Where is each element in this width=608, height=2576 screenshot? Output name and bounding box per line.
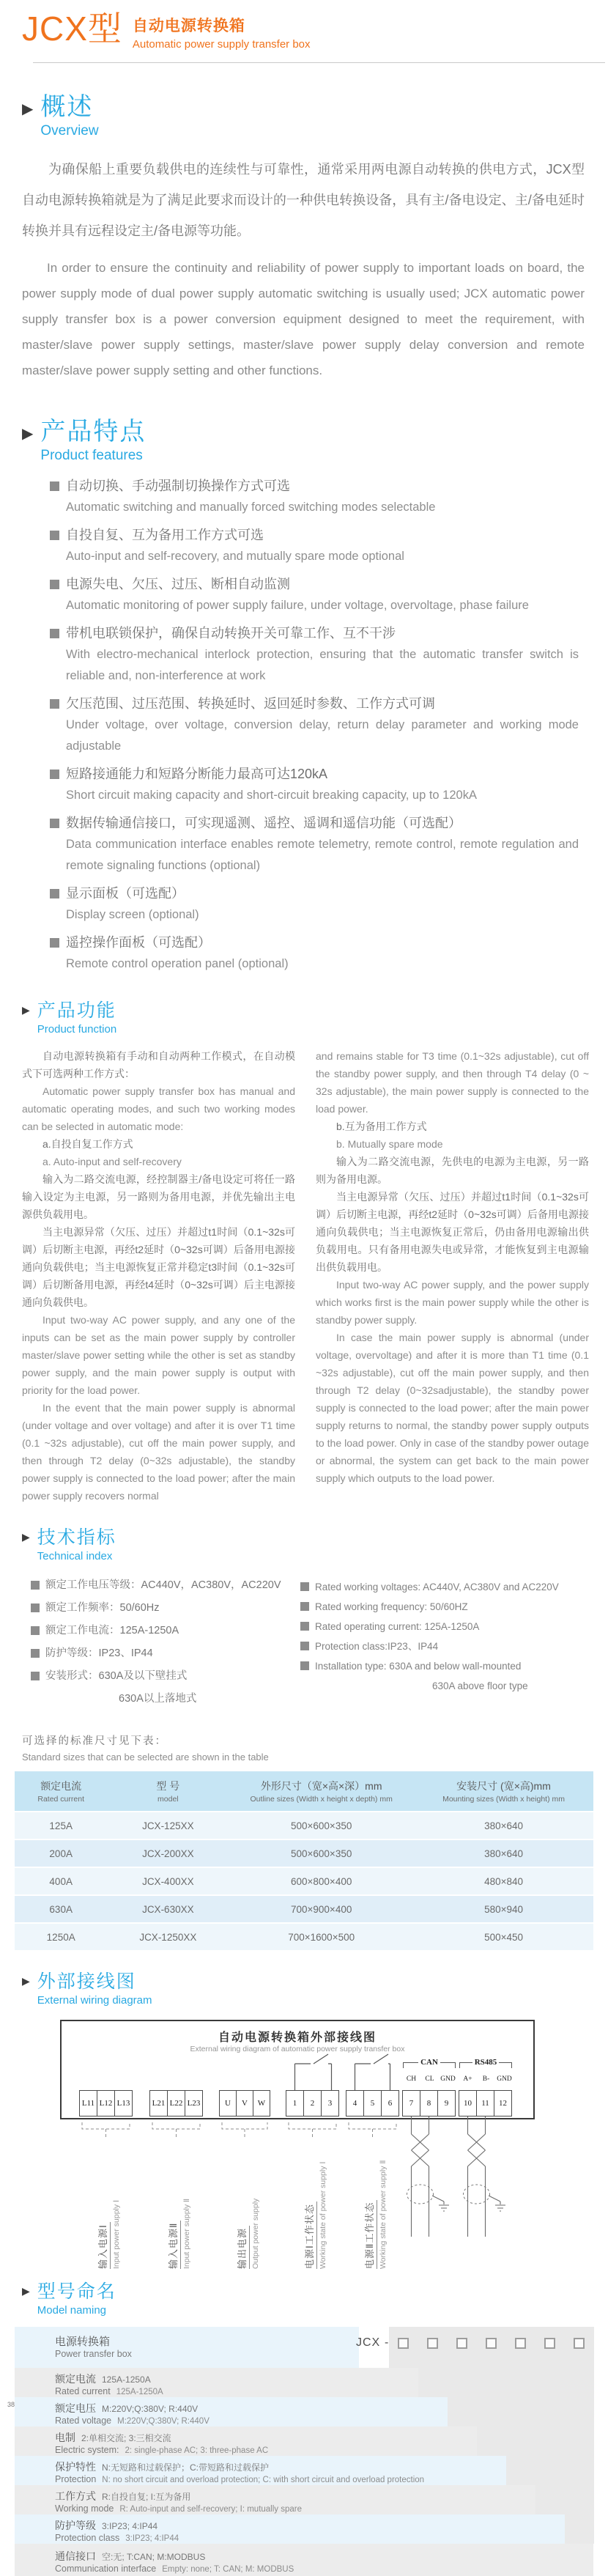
wire-label-cn: 电源Ⅱ工作状态 xyxy=(362,2200,377,2269)
square-bullet-icon xyxy=(50,699,59,709)
wiring-title-cn: 外部接线图 xyxy=(37,1971,136,1992)
section-overview-heading xyxy=(22,92,608,139)
naming-cn-label: 电源转换箱 xyxy=(55,2336,111,2348)
cell: 630A xyxy=(15,1895,107,1923)
header-en: model xyxy=(157,1795,179,1804)
naming-row-protection xyxy=(15,2456,506,2485)
header-titles xyxy=(133,12,311,51)
square-bullet-icon xyxy=(300,1661,309,1670)
function-paragraph: Input two-way AC power supply, and any one of the inputs can be set as the main power supply by controller master/slave power setting while the other is set as standby power supply, and the main power supply is output with priority for the load power. xyxy=(22,1314,295,1396)
feature-cn: 欠压范围、过压范围、转换延时、返回延时参数、工作方式可调 xyxy=(66,696,435,711)
function-paragraph: 输入为二路交流电源，经控制器主/备电设定可将任一路输入设定为主电源，另一路则为备用电源，并优先输出主电源供负载用电。 xyxy=(22,1173,295,1220)
naming-row-current xyxy=(15,2368,418,2397)
function-paragraph: In case the main power supply is abnormal (under voltage, overvoltage) and after it is more than T1 time (0.1 ~32s adjustable), cut off the main power supply, and then through T2 delay (0~32sadjustable), the standby power supply is connected to the load power; after the main power supply returns to normal, the standby power supply outputs to the load power. Only in case of the standby power outage or abnormal, the system can get back to the main power supply which outputs to the load power. xyxy=(316,1332,589,1484)
model-code-dash: - xyxy=(385,2336,389,2349)
model-code-box xyxy=(398,2338,409,2349)
naming-title-cn: 型号命名 xyxy=(37,2281,116,2302)
wire-label-en: Input power supply Ⅰ xyxy=(112,2199,121,2269)
header-en: Outline sizes (Width x height x depth) mm xyxy=(250,1795,393,1804)
naming-en-label: Protection xyxy=(55,2474,97,2484)
wire-label-en: Output power supply xyxy=(251,2198,260,2269)
feature-item xyxy=(50,693,579,757)
terminal: L21 xyxy=(149,2090,168,2116)
terminal: L13 xyxy=(114,2090,133,2116)
terminal: 5 xyxy=(363,2090,382,2116)
tech-item-cn: 防护等级：IP23、IP44 xyxy=(45,1647,153,1659)
terminal: L11 xyxy=(79,2090,97,2116)
section-features-heading xyxy=(22,417,608,464)
tech-item-en: Rated working voltages: AC440V, AC380V and AC220V xyxy=(315,1582,559,1593)
naming-cn-desc: R:自投自复; I:互为备用 xyxy=(102,2492,191,2502)
feature-en: With electro-mechanical interlock protection, ensuring that the automatic transfer switch is reliable and, non-interference at work xyxy=(66,648,579,682)
model-code-box xyxy=(515,2338,526,2349)
naming-row-comm xyxy=(15,2544,593,2576)
model-code-box xyxy=(574,2338,585,2349)
feature-cn: 自投自复、互为备用工作方式可选 xyxy=(66,528,264,542)
naming-cn-label: 通信接口 xyxy=(55,2550,96,2562)
square-bullet-icon xyxy=(300,1642,309,1650)
overview-paragraph-cn: 为确保船上重要负载供电的连续性与可靠性，通常采用两电源自动转换的供电方式，JCX型自动电源转换箱就是为了满足此要求而设计的一种供电转换设备，具有主/备电设定、主/备电延时转换并具有远程设定主/备电源等功能。 xyxy=(22,162,585,238)
wiring-diagram xyxy=(60,2020,535,2276)
naming-cn-desc: M:220V;Q:380V; R:440V xyxy=(102,2404,199,2414)
naming-en-label: Power transfer box xyxy=(55,2349,132,2359)
bracket-right-icon xyxy=(440,2062,456,2068)
section-marker-icon: ▶ xyxy=(22,1004,30,1016)
pin-label: CH xyxy=(406,2075,417,2083)
terminal-group-input2 xyxy=(149,2090,203,2116)
terminal: W xyxy=(253,2090,270,2116)
function-columns xyxy=(22,1047,589,1505)
table-header-row xyxy=(15,1771,593,1812)
cell: 500×450 xyxy=(414,1923,593,1951)
feature-cn: 短路接通能力和短路分断能力最高可达120kA xyxy=(66,767,328,781)
function-paragraph: Automatic power supply transfer box has manual and automatic operating modes, and such two working modes can be selected in automatic mode: xyxy=(22,1085,295,1132)
rs485-bus-bracket xyxy=(459,2058,512,2068)
features-title-en: Product features xyxy=(40,448,143,463)
feature-cn: 数据传输通信接口，可实现遥测、遥控、遥调和遥信功能（可选配） xyxy=(66,816,461,830)
section-wiring-heading xyxy=(22,1971,608,2007)
overview-title-en: Overview xyxy=(40,123,99,139)
square-bullet-icon xyxy=(300,1602,309,1611)
header-cn: 外形尺寸（宽×高×深）mm xyxy=(260,1780,382,1792)
feature-en: Remote control operation panel (optional) xyxy=(66,957,289,970)
square-bullet-icon xyxy=(31,1672,40,1680)
diagram-title-en: External wiring diagram of automatic power supply transfer box xyxy=(190,2045,405,2053)
page-header xyxy=(0,0,608,51)
function-title-en: Product function xyxy=(37,1023,117,1036)
tech-item-en: Protection class:IP23、IP44 xyxy=(315,1641,439,1652)
naming-en-desc: 3:IP23; 4:IP44 xyxy=(125,2534,179,2543)
cell: JCX-400XX xyxy=(107,1867,229,1895)
rs485-bus-label: RS485 xyxy=(474,2058,497,2067)
table-row xyxy=(15,1839,593,1867)
square-bullet-icon xyxy=(300,1582,309,1591)
header-divider xyxy=(33,62,605,63)
square-bullet-icon xyxy=(50,770,59,779)
feature-en: Display screen (optional) xyxy=(66,908,199,921)
feature-en: Auto-input and self-recovery, and mutually spare mode optional xyxy=(66,550,404,563)
feature-item xyxy=(50,764,579,806)
cell: 380×640 xyxy=(414,1839,593,1867)
terminal: L22 xyxy=(167,2090,185,2116)
terminal-group-state2 xyxy=(346,2090,399,2116)
terminal-group-output xyxy=(219,2090,270,2116)
function-paragraph: 自动电源转换箱有手动和自动两种工作模式，在自动模式下可选两种工作方式： xyxy=(22,1050,295,1080)
cell: 500×600×350 xyxy=(229,1839,414,1867)
header-cn: 额定电流 xyxy=(40,1780,82,1792)
naming-en-desc: M:220V;Q:380V; R:440V xyxy=(117,2417,210,2426)
function-right-column xyxy=(316,1047,589,1505)
bracket-left-icon xyxy=(403,2062,418,2068)
header-en: Mounting sizes (Width x height) mm xyxy=(442,1795,565,1804)
cell: 500×600×350 xyxy=(229,1812,414,1839)
square-bullet-icon xyxy=(31,1581,40,1590)
naming-cn-label: 工作方式 xyxy=(55,2490,96,2502)
wire-label-cn: 电源Ⅰ工作状态 xyxy=(302,2202,317,2269)
table-row xyxy=(15,1867,593,1895)
features-list xyxy=(50,476,579,975)
feature-item xyxy=(50,813,579,876)
square-bullet-icon xyxy=(50,531,59,540)
function-paragraph: 当主电源异常（欠压、过压）并超过t1时间（0.1~32s可调）后切断主电源，再经t2延时（0~32s可调）后备用电源接通向负载供电；当主电源恢复正常后，仍由备用电源输出供负载用电。只有备用电源失电或异常，才能恢复到主电源输出供负载用电。 xyxy=(316,1191,589,1273)
model-code-prefix: JCX xyxy=(356,2336,381,2349)
naming-cn-label: 额定电压 xyxy=(55,2402,96,2414)
naming-en-label: Communication interface xyxy=(55,2564,157,2574)
naming-row-product xyxy=(15,2327,359,2368)
naming-en-desc: 125A-1250A xyxy=(116,2388,163,2396)
col-mounting-sizes xyxy=(414,1771,593,1812)
can-bus-label: CAN xyxy=(420,2058,438,2067)
section-marker-icon: ▶ xyxy=(22,1531,30,1543)
terminal-group-state1 xyxy=(286,2090,339,2116)
section-marker-icon: ▶ xyxy=(22,1975,30,1987)
square-bullet-icon xyxy=(300,1622,309,1631)
naming-en-label: Protection class xyxy=(55,2533,120,2543)
code-column-strip xyxy=(535,2327,565,2514)
cell: 1250A xyxy=(15,1923,107,1951)
naming-cn-label: 防护等级 xyxy=(55,2520,96,2531)
square-bullet-icon xyxy=(31,1626,40,1635)
section-technical-heading xyxy=(22,1527,608,1562)
terminal: 11 xyxy=(476,2090,494,2116)
tech-item-cn-extra: 630A以上落地式 xyxy=(119,1693,197,1705)
pin-label: A+ xyxy=(463,2075,472,2083)
terminal: 7 xyxy=(402,2090,420,2116)
square-bullet-icon xyxy=(31,1649,40,1658)
col-model xyxy=(107,1771,229,1812)
cell: JCX-200XX xyxy=(107,1839,229,1867)
function-paragraph: b. Mutually spare mode xyxy=(336,1138,443,1150)
header-cn: 安装尺寸 (宽×高)mm xyxy=(456,1780,551,1792)
feature-en: Short circuit making capacity and short-circuit breaking capacity, up to 120kA xyxy=(66,789,477,802)
function-paragraph: 输入为二路交流电源，先供电的电源为主电源，另一路则为备用电源。 xyxy=(316,1156,589,1185)
terminal-group-input1 xyxy=(79,2090,133,2116)
sizes-note-cn: 可选择的标准尺寸见下表： xyxy=(22,1735,167,1747)
table-row xyxy=(15,1923,593,1951)
tech-item-en: Rated working frequency: 50/60HZ xyxy=(315,1601,468,1612)
tech-item-cn: 额定工作电流：125A-1250A xyxy=(45,1625,179,1636)
feature-item xyxy=(50,883,579,926)
naming-cn-label: 电制 xyxy=(55,2432,75,2443)
naming-en-label: Rated current xyxy=(55,2386,111,2396)
naming-en-label: Rated voltage xyxy=(55,2416,112,2426)
square-bullet-icon xyxy=(50,481,59,491)
standard-sizes-table xyxy=(15,1771,593,1952)
page-number: 38 xyxy=(7,2401,15,2408)
cell: 700×900×400 xyxy=(229,1895,414,1923)
technical-title-en: Technical index xyxy=(37,1550,113,1562)
wire-label-cn: 输入电源Ⅱ xyxy=(166,2221,181,2269)
product-model: JCX型 xyxy=(22,10,122,48)
model-code-box xyxy=(544,2338,555,2349)
feature-item xyxy=(50,574,579,616)
wire-label-en: Working state of power supply Ⅰ xyxy=(319,2161,327,2269)
section-marker-icon: ▶ xyxy=(22,426,34,442)
overview-paragraph-en: In order to ensure the continuity and reliability of power supply to important loads on board, the power supply mode of dual power supply automatic switching is usually used; JCX automatic power supply transfer box is a power conversion equipment designed to meet the requirement, with master/slave power supply settings, master/slave power supply delay conversion and remote master/slave power supply setting and other functions. xyxy=(22,261,585,377)
feature-cn: 电源失电、欠压、过压、断相自动监测 xyxy=(66,577,290,591)
naming-title-en: Model naming xyxy=(37,2304,106,2317)
function-paragraph: Input two-way AC power supply, and the power supply which works first is the main power supply while the other is standby power supply. xyxy=(316,1279,589,1326)
cell: 480×840 xyxy=(414,1867,593,1895)
feature-item xyxy=(50,932,579,975)
section-function-heading xyxy=(22,1000,608,1036)
terminal: 10 xyxy=(459,2090,477,2116)
square-bullet-icon xyxy=(50,938,59,948)
header-en: Rated current xyxy=(37,1795,84,1804)
code-column-strip xyxy=(565,2327,594,2544)
wire-label-en: Input power supply Ⅱ xyxy=(182,2198,191,2269)
feature-item xyxy=(50,476,579,518)
naming-row-workmode xyxy=(15,2485,535,2514)
cell: 125A xyxy=(15,1812,107,1839)
section-marker-icon: ▶ xyxy=(22,101,34,117)
cell: JCX-125XX xyxy=(107,1812,229,1839)
terminal: L23 xyxy=(185,2090,203,2116)
terminal-group-rs485 xyxy=(459,2090,512,2116)
terminal: 4 xyxy=(346,2090,364,2116)
function-paragraph: 当主电源异常（欠压、过压）并超过t1时间（0.1~32s可调）后切断主电源，再经t2延时（0~32s可调）后备用电源接通向负载供电；当主电源恢复正常并稳定t3时间（0.1~32s可调）后切断备用电源，再经t4延时（0~32s可调）后主电源接通向负载供电。 xyxy=(22,1226,295,1308)
code-column-strip xyxy=(506,2327,535,2485)
terminal: U xyxy=(219,2090,237,2116)
feature-en: Under voltage, over voltage, conversion delay, return delay parameter and working mode adjustable xyxy=(66,718,579,753)
naming-en-desc: 2: single-phase AC; 3: three-phase AC xyxy=(125,2446,269,2455)
function-paragraph: a.自投自复工作方式 xyxy=(42,1138,133,1150)
terminal: 2 xyxy=(303,2090,322,2116)
naming-row-voltage xyxy=(15,2397,448,2426)
terminal: L12 xyxy=(97,2090,115,2116)
terminal: V xyxy=(236,2090,253,2116)
tech-item-en-extra: 630A above floor type xyxy=(432,1680,528,1691)
can-bus-bracket xyxy=(403,2058,456,2068)
naming-cn-desc: 3:IP23; 4:IP44 xyxy=(102,2521,158,2531)
naming-cn-label: 保护特性 xyxy=(55,2461,96,2473)
naming-en-desc: R: Auto-input and self-recovery; I: mutually spare xyxy=(119,2505,303,2514)
terminal: 3 xyxy=(321,2090,339,2116)
bracket-right-icon xyxy=(499,2062,512,2068)
terminal: 6 xyxy=(381,2090,399,2116)
cell: JCX-1250XX xyxy=(107,1923,229,1951)
pin-label: GND xyxy=(497,2075,512,2083)
naming-en-label: Working mode xyxy=(55,2503,114,2514)
table-row xyxy=(15,1895,593,1923)
table-row xyxy=(15,1812,593,1839)
naming-en-desc: N: no short circuit and overload protection; C: with short circuit and overload protection xyxy=(102,2476,425,2484)
terminal: 8 xyxy=(420,2090,438,2116)
bracket-left-icon xyxy=(459,2062,472,2068)
feature-cn: 自动切换、手动强制切换操作方式可选 xyxy=(66,479,290,493)
can-pin-labels xyxy=(402,2075,456,2083)
feature-cn: 显示面板（可选配） xyxy=(66,886,185,901)
model-code-box xyxy=(427,2338,438,2349)
cell: 600×800×400 xyxy=(229,1867,414,1895)
wire-label-cn: 输入电源Ⅰ xyxy=(95,2222,111,2269)
square-bullet-icon xyxy=(50,580,59,589)
tech-item-cn: 额定工作频率：50/60Hz xyxy=(45,1602,160,1614)
naming-cn-desc: 2:单相交流; 3:三相交流 xyxy=(81,2433,171,2443)
cell: 200A xyxy=(15,1839,107,1867)
naming-en-desc: Empty: none; T: CAN; M: MODBUS xyxy=(162,2565,294,2574)
feature-item xyxy=(50,623,579,687)
function-title-cn: 产品功能 xyxy=(37,1000,116,1021)
function-paragraph: In the event that the main power supply is abnormal (under voltage and over voltage) and after it is over T1 time (0.1 ~32s adjustable), cut off the main power supply, and then through T2 delay (0~32s adjustable), the standby power supply is connected to the load power; after the main power supply recovers normal xyxy=(22,1402,295,1502)
sizes-note-en: Standard sizes that can be selected are shown in the table xyxy=(22,1752,269,1763)
naming-en-label: Electric system: xyxy=(55,2445,119,2455)
cell: 580×940 xyxy=(414,1895,593,1923)
cell: 700×1600×500 xyxy=(229,1923,414,1951)
tech-item-cn: 安装形式：630A及以下壁挂式 xyxy=(45,1670,188,1682)
terminal: 9 xyxy=(437,2090,456,2116)
features-title-cn: 产品特点 xyxy=(40,418,147,446)
naming-cn-desc: 125A-1250A xyxy=(102,2374,151,2385)
cell: JCX-630XX xyxy=(107,1895,229,1923)
function-paragraph: b.互为备用工作方式 xyxy=(336,1121,427,1132)
model-code-box xyxy=(486,2338,497,2349)
function-left-column xyxy=(22,1047,295,1505)
product-title-en: Automatic power supply transfer box xyxy=(132,38,311,51)
wire-label-en: Working state of power supply Ⅱ xyxy=(379,2160,388,2269)
terminal: 1 xyxy=(286,2090,304,2116)
naming-cn-desc: N:无短路和过载保护；C:带短路和过载保护 xyxy=(102,2462,270,2473)
feature-en: Automatic switching and manually forced switching modes selectable xyxy=(66,501,436,514)
square-bullet-icon xyxy=(31,1603,40,1612)
tech-item-en: Installation type: 630A and below wall-mounted xyxy=(315,1661,522,1672)
pin-label: GND xyxy=(440,2075,456,2083)
technical-columns xyxy=(31,1574,593,1710)
wiring-title-en: External wiring diagram xyxy=(37,1994,152,2007)
terminal-group-can xyxy=(402,2090,456,2116)
model-code-box xyxy=(456,2338,467,2349)
col-rated-current xyxy=(15,1771,107,1812)
function-paragraph: and remains stable for T3 time (0.1~32s adjustable), cut off the standby power supply, and then through T4 delay (0 ~ 32s adjustable), the main power supply is connected to the load power. xyxy=(316,1050,589,1115)
section-marker-icon: ▶ xyxy=(22,2285,30,2297)
naming-cn-label: 额定电流 xyxy=(55,2373,96,2385)
overview-title-cn: 概述 xyxy=(40,93,94,121)
feature-cn: 遥控操作面板（可选配） xyxy=(66,935,211,950)
feature-en: Automatic monitoring of power supply failure, under voltage, overvoltage, phase failure xyxy=(66,599,529,612)
technical-title-cn: 技术指标 xyxy=(37,1527,116,1548)
diagram-title-cn: 自动电源转换箱外部接线图 xyxy=(218,2031,377,2044)
naming-row-ipclass xyxy=(15,2514,565,2544)
terminal: 12 xyxy=(494,2090,512,2116)
naming-cn-desc: 空:无; T:CAN; M:MODBUS xyxy=(102,2552,206,2562)
naming-row-system xyxy=(15,2426,477,2456)
square-bullet-icon xyxy=(50,629,59,638)
square-bullet-icon xyxy=(50,819,59,828)
col-outline-sizes xyxy=(229,1771,414,1812)
pin-label: B- xyxy=(482,2075,490,2083)
tech-item-en: Rated operating current: 125A-1250A xyxy=(315,1621,480,1632)
technical-right xyxy=(300,1574,579,1710)
feature-en: Data communication interface enables remote telemetry, remote control, remote regulation and remote signaling functions (optional) xyxy=(66,838,579,872)
header-cn: 型 号 xyxy=(156,1780,180,1792)
feature-cn: 带机电联锁保护，确保自动转换开关可靠工作、互不干涉 xyxy=(66,626,396,641)
feature-item xyxy=(50,525,579,567)
rs485-pin-labels xyxy=(459,2075,513,2083)
square-bullet-icon xyxy=(50,889,59,898)
product-title-cn: 自动电源转换箱 xyxy=(132,18,245,34)
wire-label-cn: 输出电源 xyxy=(234,2226,250,2269)
cell: 380×640 xyxy=(414,1812,593,1839)
cell: 400A xyxy=(15,1867,107,1895)
section-naming-heading xyxy=(22,2281,608,2317)
tech-item-cn: 额定工作电压等级：AC440V，AC380V，AC220V xyxy=(45,1579,281,1591)
function-paragraph: a. Auto-input and self-recovery xyxy=(42,1156,182,1167)
pin-label: CL xyxy=(425,2075,434,2083)
technical-left xyxy=(31,1574,300,1710)
model-naming-table xyxy=(15,2327,593,2576)
